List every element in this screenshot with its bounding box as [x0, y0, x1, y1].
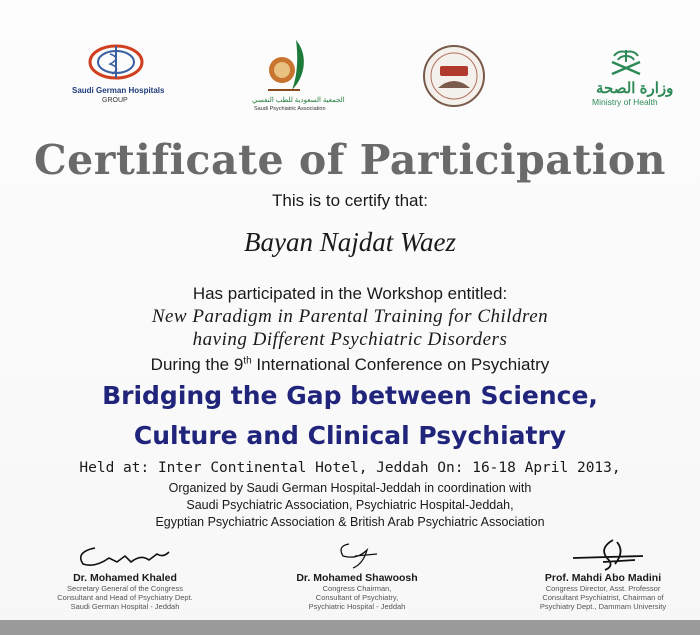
conference-seal	[422, 44, 486, 108]
sgh-logo-icon	[72, 40, 162, 86]
moh-logo-icon	[606, 48, 646, 78]
certificate-title: Certificate of Participation	[34, 136, 666, 184]
signatory-2-role1: Congress Chairman,	[322, 584, 392, 593]
signatory-3	[518, 536, 688, 611]
organizers-line2: Saudi Psychiatric Association, Psychiatric Hospital-Jeddah,	[186, 498, 514, 512]
signatory-3-role1: Congress Director, Asst. Professor	[545, 584, 661, 593]
moh-logo-english: Ministry of Health	[592, 97, 658, 107]
sgh-logo	[72, 40, 165, 110]
workshop-title-line1: New Paradigm in Parental Training for Children	[151, 306, 549, 327]
signatory-1-name: Dr. Mohamed Khaled	[73, 572, 177, 584]
signatory-3-role3: Psychiatry Dept., Dammam University	[539, 602, 667, 611]
spa-logo	[250, 36, 345, 116]
signatory-2-role3: Psychiatric Hospital - Jeddah	[308, 602, 406, 611]
conference-line	[0, 355, 700, 375]
signature-2	[297, 536, 417, 572]
conference-suffix: International Conference on Psychiatry	[251, 355, 550, 374]
venue-date: Held at: Inter Continental Hotel, Jeddah On: 16-18 April 2013,	[79, 460, 621, 476]
conference-seal-icon	[422, 44, 486, 108]
organizers-line1: Organized by Saudi German Hospital-Jeddah in coordination with	[168, 481, 532, 495]
conference-theme-line1: Bridging the Gap between Science,	[102, 381, 598, 410]
conference-prefix: During the 9	[150, 355, 244, 374]
conference-ordinal: th	[243, 355, 252, 367]
signature-3	[543, 536, 663, 572]
recipient-name: Bayan Najdat Waez	[244, 227, 456, 257]
signatory-3-role2: Consultant Psychiatrist, Chairman of	[542, 593, 664, 602]
participation-text: Has participated in the Workshop entitled:	[192, 284, 508, 303]
signatory-2-role2: Consultant of Psychiatry,	[315, 593, 399, 602]
spa-logo-english: Saudi Psychiatric Association	[254, 106, 326, 112]
moh-logo-arabic: وزارة الصحة	[596, 80, 674, 97]
certify-text: This is to certify that:	[272, 191, 428, 210]
sgh-logo-sub: GROUP	[102, 97, 128, 104]
sgh-logo-name: Saudi German Hospitals	[72, 86, 165, 95]
spa-logo-icon	[250, 36, 320, 94]
signature-1	[65, 536, 185, 572]
conference-theme-line2: Culture and Clinical Psychiatry	[133, 421, 567, 450]
signatory-3-name: Prof. Mahdi Abo Madini	[544, 572, 662, 584]
signatory-2	[272, 536, 442, 611]
signatory-1-role3: Saudi German Hospital - Jeddah	[70, 602, 180, 611]
bottom-border	[0, 620, 700, 635]
signatory-2-name: Dr. Mohamed Shawoosh	[296, 572, 418, 584]
workshop-title-line2: having Different Psychiatric Disorders	[192, 329, 508, 350]
signatory-1	[40, 536, 210, 611]
signatory-1-role1: Secretary General of the Congress	[67, 584, 183, 593]
organizers-line3: Egyptian Psychiatric Association & British Arab Psychiatric Association	[155, 515, 545, 529]
signatory-1-role2: Consultant and Head of Psychiatry Dept.	[57, 593, 193, 602]
spa-logo-arabic: الجمعية السعودية للطب النفسي	[252, 97, 345, 104]
moh-logo	[592, 48, 672, 108]
